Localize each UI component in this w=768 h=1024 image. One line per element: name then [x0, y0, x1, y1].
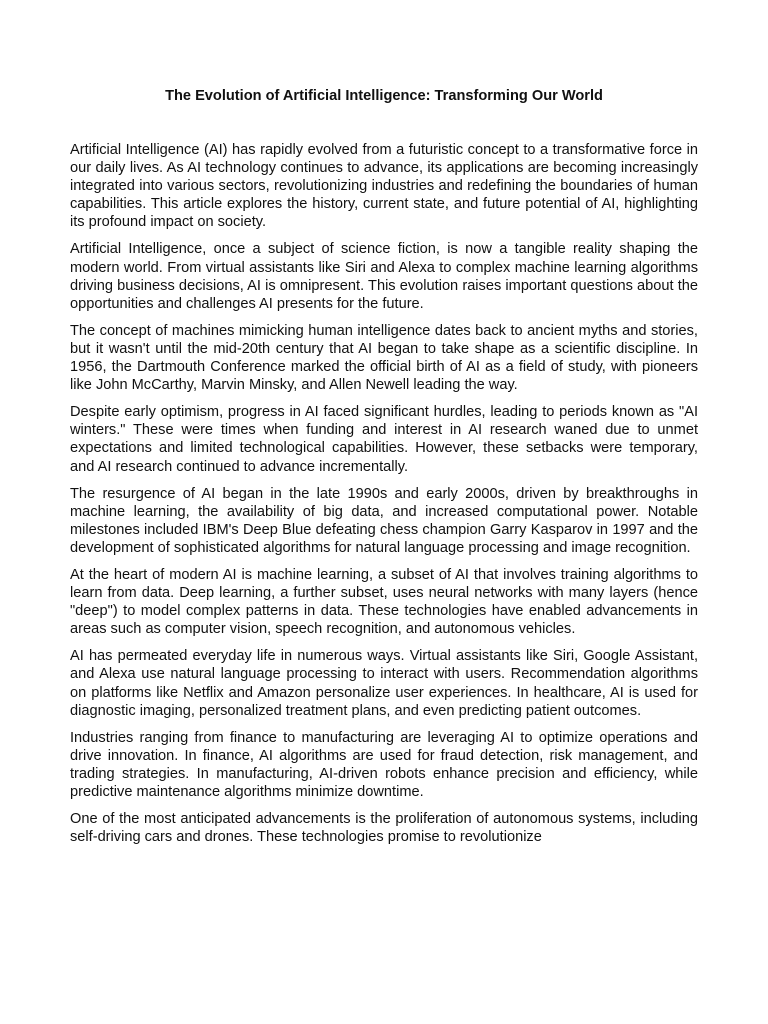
paragraph-origins: The concept of machines mimicking human intelligence dates back to ancient myths and stories, but it wasn't until the mid-20th century that AI began to take shape as a scientific discipline. In 1956, the Dartmouth Conference marked the official birth of AI as a field of study, with pioneers like John McCarthy, Marvin Minsky, and Allen Newell leading the way. — [70, 322, 698, 394]
paragraph-resurgence: The resurgence of AI began in the late 1990s and early 2000s, driven by breakthroughs in machine learning, the availability of big data, and increased computational power. Notable milestones included IBM's Deep Blue defeating chess champion Garry Kasparov in 1997 and the development of sophisticated algorithms for natural language processing and image recognition. — [70, 485, 698, 556]
paragraph-everyday-life: AI has permeated everyday life in numerous ways. Virtual assistants like Siri, Google Assistant, and Alexa use natural language processing to interact with users. Recommendation algorithms on platforms like Netflix and Amazon personalize user experiences. In healthcare, AI is used for diagnostic imaging, personalized treatment plans, and even predicting patient outcomes. — [70, 648, 698, 719]
paragraph-machine-learning: At the heart of modern AI is machine learning, a subset of AI that involves training algorithms to learn from data. Deep learning, a further subset, uses neural networks with many layers (hence "deep") to model complex patterns in data. These technologies have enabled advancements in areas such as computer vision, speech recognition, and autonomous vehicles. — [70, 566, 698, 638]
document-body — [70, 141, 698, 855]
paragraph-overview: Artificial Intelligence, once a subject of science fiction, is now a tangible reality shaping the modern world. From virtual assistants like Siri and Alexa to complex machine learning algorithms driving business decisions, AI is omnipresent. This evolution raises important questions about the opportunities and challenges AI presents for the future. — [70, 241, 698, 312]
paragraph-introduction: Artificial Intelligence (AI) has rapidly evolved from a futuristic concept to a transformative force in our daily lives. As AI technology continues to advance, its applications are becoming increasingly integrated into various sectors, revolutionizing industries and redefining the boundaries of human capabilities. This article explores the history, current state, and future potential of AI, highlighting its profound impact on society. — [70, 142, 698, 231]
paragraph-ai-winters: Despite early optimism, progress in AI faced significant hurdles, leading to periods known as "AI winters." These were times when funding and interest in AI research waned due to unmet expectations and limited technological capabilities. However, these setbacks were temporary, and AI research continued to advance incrementally. — [70, 404, 698, 475]
document-title: The Evolution of Artificial Intelligence: Transforming Our World — [165, 88, 603, 104]
paragraph-industries: Industries ranging from finance to manufacturing are leveraging AI to optimize operations and drive innovation. In finance, AI algorithms are used for fraud detection, risk management, and trading strategies. In manufacturing, AI-driven robots enhance precision and efficiency, while predictive maintenance algorithms minimize downtime. — [70, 729, 698, 800]
paragraph-autonomous-systems: One of the most anticipated advancements is the proliferation of autonomous systems, including self-driving cars and drones. These technologies promise to revolutionize — [70, 811, 698, 846]
